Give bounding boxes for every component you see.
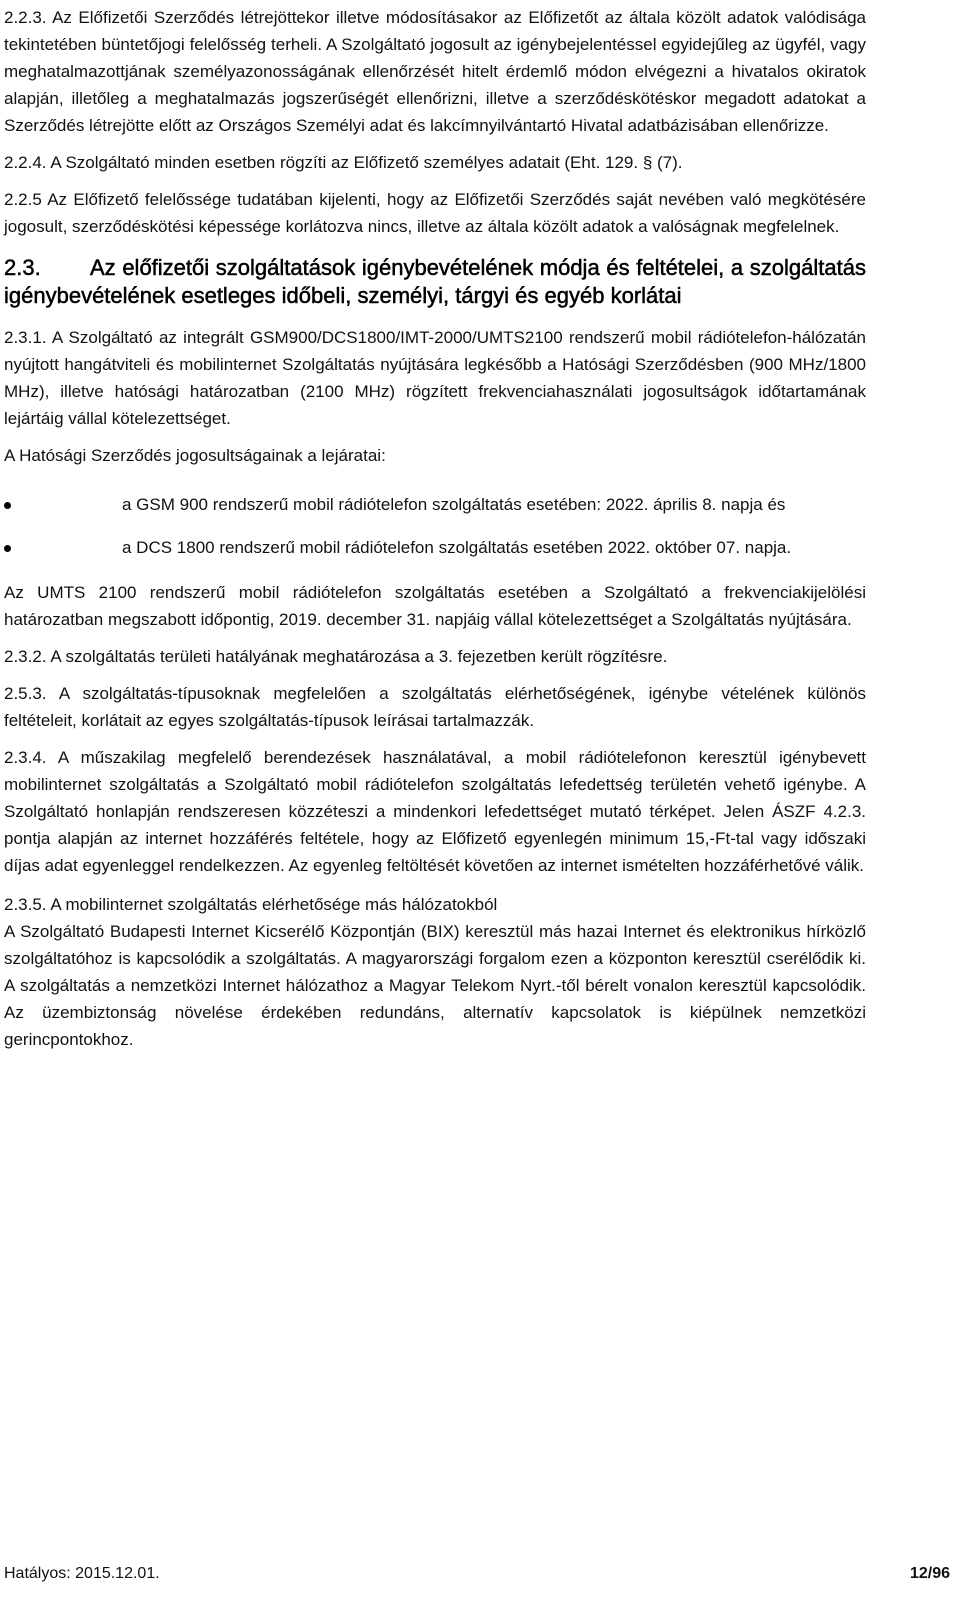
bullet-icon — [4, 502, 11, 509]
section-number: 2.3. — [4, 255, 41, 280]
paragraph-hatosagi-lejaratok: A Hatósági Szerződés jogosultságainak a lejáratai: — [4, 446, 386, 465]
paragraph-umts: Az UMTS 2100 rendszerű mobil rádiótelefon szolgáltatás esetében a Szolgáltató a frekvenciakijelölési határozatban megszabott időpontig, 2019. december 31. napjáig vállal kötelezettséget a Szolgáltatás nyújtására. — [4, 583, 866, 629]
paragraph-2-3-5-title: 2.3.5. A mobilinternet szolgáltatás elérhetősége más hálózatokból — [4, 895, 498, 914]
paragraph-2-3-1: 2.3.1. A Szolgáltató az integrált GSM900/DCS1800/IMT-2000/UMTS2100 rendszerű mobil rádiótelefon-hálózatán nyújtott hangátviteli és mobilinternet Szolgáltatás nyújtására legkésőbb a Hatósági Szerződésben (900 MHz/1800 MHz), illetve hatósági határozatban (2100 MHz) rögzített frekvenciahasználati jogosultságok időtartamának lejártáig vállal kötelezettséget. — [4, 328, 866, 428]
paragraph-2-3-4: 2.3.4. A műszakilag megfelelő berendezések használatával, a mobil rádiótelefonon keresztül igénybevett mobilinternet szolgáltatás a Szolgáltató mobil rádiótelefon szolgáltatás lefedettség területén vehető igénybe. A Szolgáltató honlapján rendszeresen közzéteszi a mindenkori lefedettséget mutató térképet. Jelen ÁSZF 4.2.3. pontja alapján az internet hozzáférés feltétele, hogy az Előfizető egyenlegén minimum 15,-Ft-tal vagy időszaki díjas adat egyenleggel rendelkezzen. Az egyenleg feltöltését követően az internet ismételten hozzáférhetővé válik. — [4, 748, 866, 875]
paragraph-2-3-2: 2.3.2. A szolgáltatás területi hatályának meghatározása a 3. fejezetben került rögzítésre. — [4, 647, 668, 666]
effective-date: Hatályos: 2015.12.01. — [4, 1565, 160, 1582]
paragraph-2-3-5-body: A Szolgáltató Budapesti Internet Kicserélő Központján (BIX) keresztül más hazai Internet és elektronikus hírközlő szolgáltatóhoz is kapcsolódik a szolgáltatás. A magyarországi forgalom ezen a központon keresztül cserélődik ki. A szolgáltatás a nemzetközi Internet hálózathoz a Magyar Telekom Nyrt.-től bérelt vonalon keresztül kapcsolódik. Az üzembiztonság növelése érdekében redundáns, alternatív kapcsolatok is kiépülnek nemzetközi gerincpontokhoz. — [4, 922, 866, 1049]
paragraph-2-2-3: 2.2.3. Az Előfizetői Szerződés létrejöttekor illetve módosításakor az Előfizetőt az általa közölt adatok valódisága tekintetében büntetőjogi felelősség terheli. A Szolgáltató jogosult az igénybejelentéssel egyidejűleg az ügyfél, vagy meghatalmazottjának személyazonosságának ellenőrzését hitelt érdemlő módon elvégezni a hivatalos okiratok alapján, illetőleg a meghatalmazás jogszerűségét ellenőrizni, illetve a szerződéskötéskor megadott adatokat a Szerződés létrejötte előtt az Országos Személyi adat és lakcímnyilvántartó Hivatal adatbázisában ellenőrizze. — [4, 8, 866, 135]
section-title: Az előfizetői szolgáltatások igénybevételének módja és feltételei, a szolgáltatás igénybevételének esetleges időbeli, személyi, tárgyi és egyéb korlátai — [4, 255, 866, 308]
page-number: 12/96 — [909, 1565, 950, 1582]
page-footer — [4, 1565, 950, 1591]
paragraph-2-2-5: 2.2.5 Az Előfizető felelőssége tudatában kijelenti, hogy az Előfizetői Szerződés saját nevében való megkötésére jogosult, szerződéskötési képessége korlátozva nincs, illetve az általa közölt adatok a valóságnak megfelelnek. — [4, 190, 866, 236]
section-heading-2-3 — [4, 254, 866, 310]
bullet-icon — [4, 545, 11, 552]
list-item: a GSM 900 rendszerű mobil rádiótelefon szolgáltatás esetében: 2022. április 8. napja és — [4, 491, 866, 518]
expiry-list — [4, 491, 866, 561]
paragraph-2-2-4: 2.2.4. A Szolgáltató minden esetben rögzíti az Előfizető személyes adatait (Eht. 129. § (7). — [4, 153, 683, 172]
list-item: a DCS 1800 rendszerű mobil rádiótelefon szolgáltatás esetében 2022. október 07. napja. — [4, 534, 866, 561]
paragraph-2-5-3: 2.5.3. A szolgáltatás-típusoknak megfelelően a szolgáltatás elérhetőségének, igénybe vételének különös feltételeit, korlátait az egyes szolgáltatás-típusok leírásai tartalmazzák. — [4, 684, 866, 730]
document-body — [4, 4, 866, 1063]
